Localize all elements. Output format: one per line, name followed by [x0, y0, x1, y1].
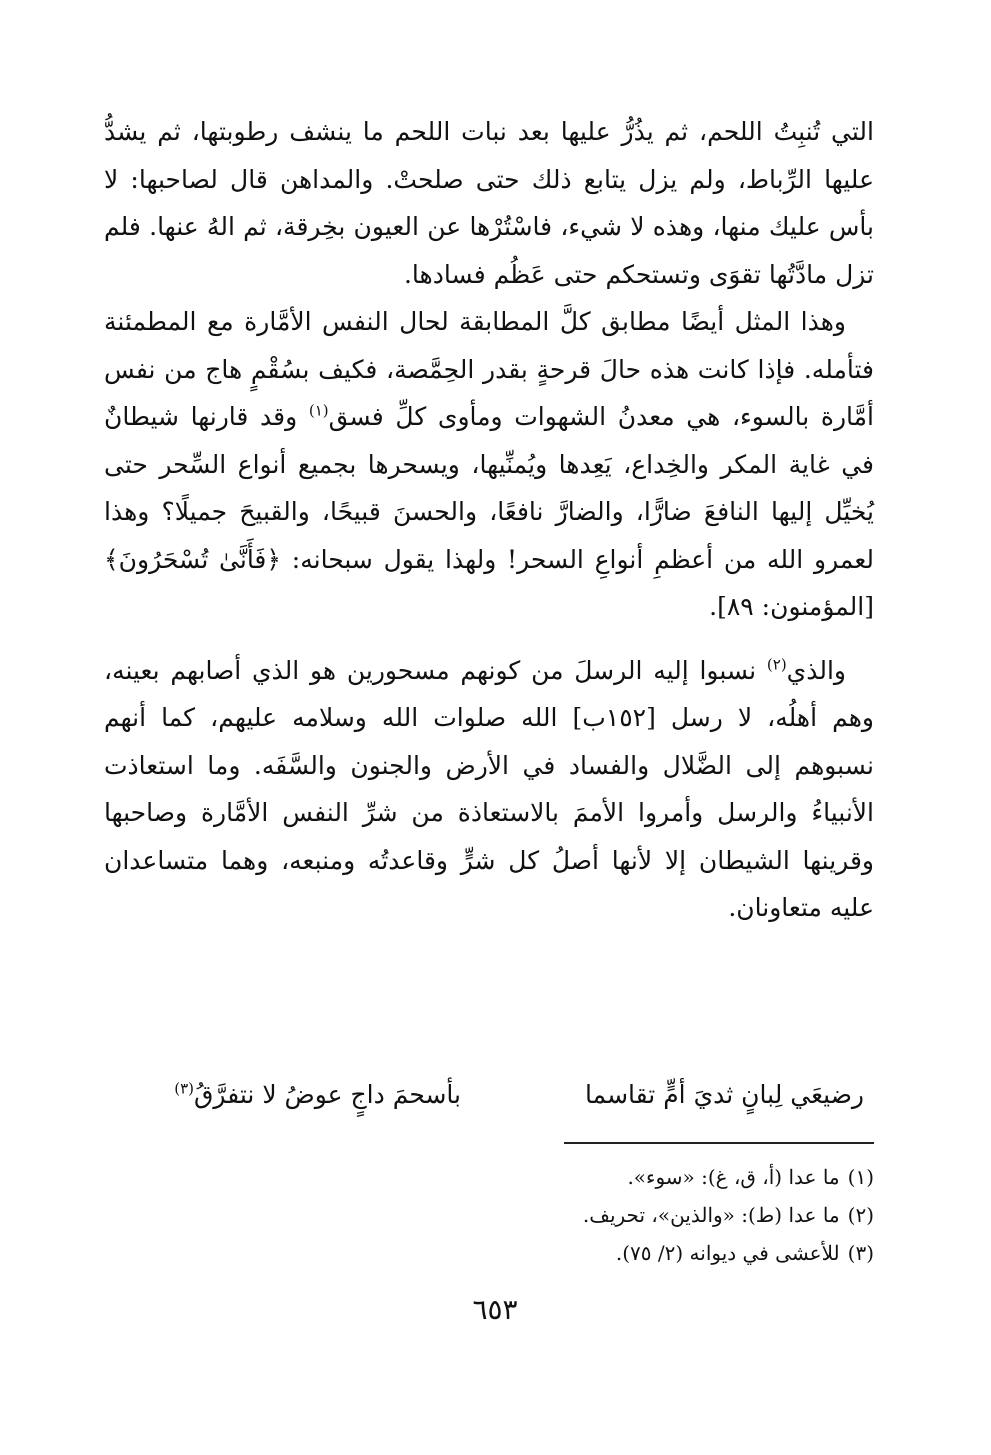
footnote-separator — [564, 1142, 874, 1144]
footnote-2 — [404, 1196, 874, 1234]
paragraph-3 — [104, 647, 874, 932]
footnote-ref-3: (٣) — [174, 1079, 195, 1098]
verse-first-hemistich: رضيعَي لِبانٍ ثديَ أمٍّ تقاسما — [585, 1080, 864, 1109]
verse-second-hemistich-text: بأسحمَ داجٍ عوضُ لا نتفرَّقُ — [194, 1080, 461, 1109]
footnote-2-number: (٢) — [847, 1203, 874, 1227]
footnote-1-number: (١) — [847, 1165, 874, 1189]
footnote-1-text: ما عدا (أ، ق، غ): «سوء». — [627, 1165, 840, 1189]
paragraph-2-text-b: وقد قارنها شيطانٌ في غاية المكر والخِداع، يَعِدها ويُمنِّيها، ويسحرها بجميع أنواع السِّحر حتى يُخيِّل إليها النافعَ ضارًّا، والضارَّ نافعًا، والحسنَ قبيحًا، والقبيحَ جميلًا؟ وهذا لعمرو الله من أعظمِ أنواعِ السحر! ولهذا يقول سبحانه: ﴿فَأَنَّىٰ تُسْحَرُونَ﴾ [المؤمنون: ٨٩]. — [104, 402, 874, 621]
footnote-3-number: (٣) — [847, 1241, 874, 1265]
footnote-1 — [404, 1158, 874, 1196]
main-text — [104, 108, 874, 932]
footnote-3 — [404, 1234, 874, 1272]
paragraph-3-text-a: والذي — [786, 655, 846, 685]
page-number: ٦٥٣ — [472, 1293, 518, 1326]
footnote-ref-1: (١) — [308, 401, 329, 420]
paragraph-3-text-b: نسبوا إليه الرسلَ من كونهم مسحورين هو الذي أصابهم بعينه، وهم أهلُه، لا رسل [١٥٢ب] الله صلوات الله وسلامه عليهم، كما أنهم نسبوهم إلى الضَّلال والفساد في الأرض والجنون والسَّفَه. وما استعاذت الأنبياءُ والرسل وأمروا الأممَ بالاستعاذة من شرِّ النفس الأمَّارة وصاحبها وقرينها الشيطان إلا لأنها أصلُ كل شرٍّ وقاعدتُه ومنبعه، وهما متساعدان عليه متعاونان. — [104, 655, 874, 922]
poetry-verse — [104, 1070, 874, 1120]
paragraph-2 — [104, 298, 874, 631]
paragraph-1 — [104, 108, 874, 298]
verse-second-hemistich — [174, 1070, 461, 1120]
footnotes — [404, 1158, 874, 1272]
footnote-3-text: للأعشى في ديوانه (٢/ ٧٥). — [615, 1241, 840, 1265]
paragraph-1-text: التي تُنبِتُ اللحم، ثم يذُرُّ عليها بعد نبات اللحم ما ينشف رطوبتها، ثم يشدُّ عليها الرِّباط، ولم يزل يتابع ذلك حتى صلحتْ. والمداهن قال لصاحبها: لا بأس عليك منها، وهذه لا شيء، فاسْتُرْها عن العيون بخِرقة، ثم الهُ عنها. فلم تزل مادَّتُها تقوَى وتستحكم حتى عَظُم فسادها. — [104, 117, 874, 289]
footnote-ref-2: (٢) — [766, 655, 787, 674]
footnote-2-text: ما عدا (ط): «والذين»، تحريف. — [582, 1203, 840, 1227]
paragraph-2-text-a: وهذا المثل أيضًا مطابق كلَّ المطابقة لحال النفس الأمَّارة مع المطمئنة فتأمله. فإذا كانت هذه حالَ قرحةٍ بقدر الحِمَّصة، فكيف بسُقْمٍ هاج من نفس أمَّارة بالسوء، هي معدنُ الشهوات ومأوى كلِّ فسق — [104, 307, 874, 431]
